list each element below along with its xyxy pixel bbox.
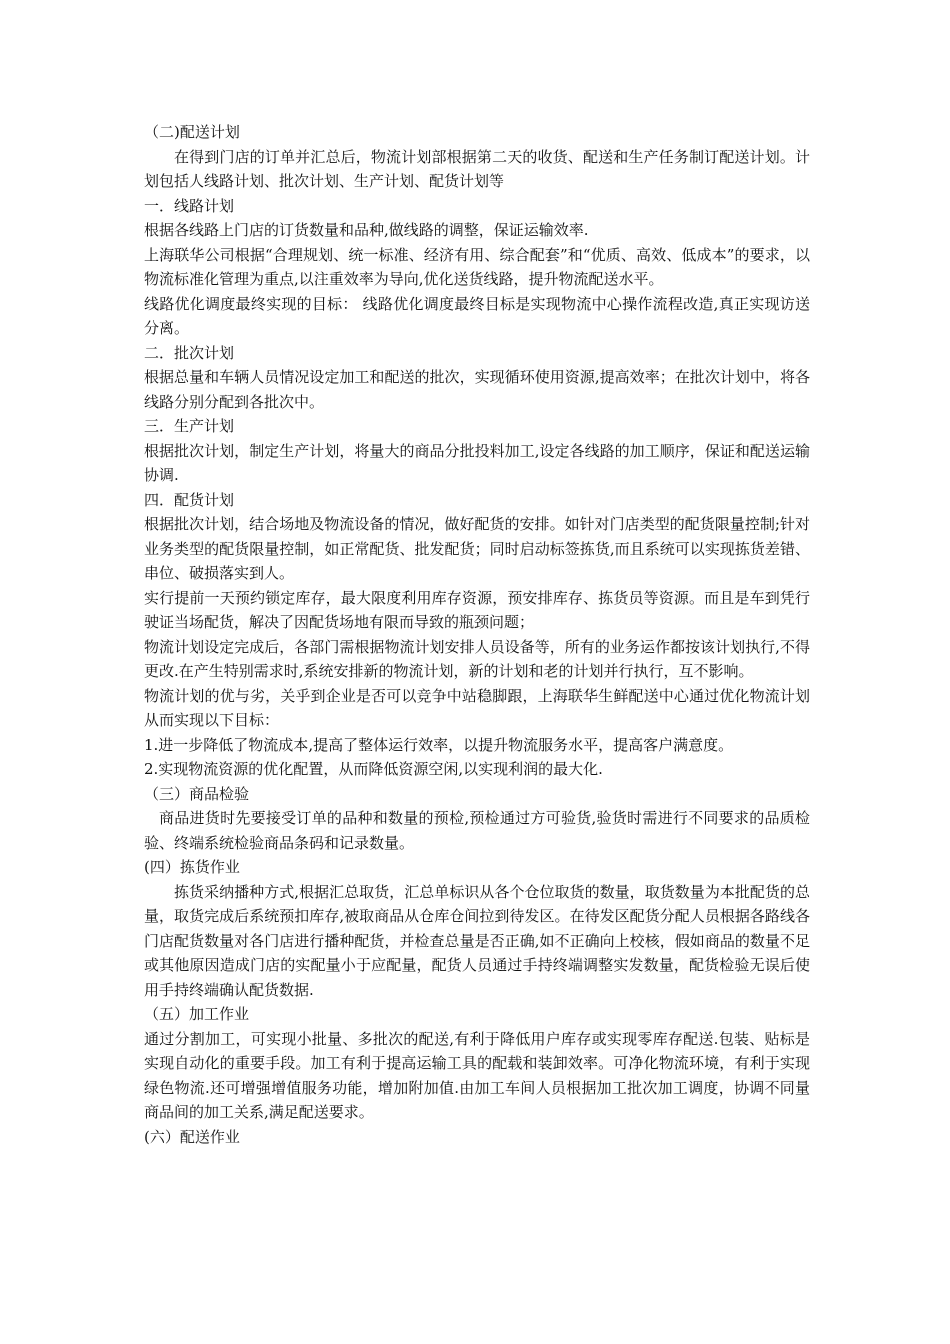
document-body [144, 120, 810, 1149]
paragraph: （三）商品检验 [144, 784, 250, 803]
paragraph: 物流计划的优与劣，关乎到企业是否可以竞争中站稳脚跟，上海联华生鲜配送中心通过优化物流计划从而实现以下目标： [144, 686, 810, 729]
paragraph: 1.进一步降低了物流成本,提高了整体运行效率，以提升物流服务水平，提高客户满意度。 [144, 735, 734, 754]
paragraph: 四．配货计划 [144, 490, 235, 509]
paragraph: 根据批次计划，制定生产计划，将量大的商品分批投料加工,设定各线路的加工顺序，保证和配送运输协调. [144, 441, 810, 484]
paragraph: 线路优化调度最终实现的目标： 线路优化调度最终目标是实现物流中心操作流程改造,真正实现访送分离。 [144, 294, 810, 337]
paragraph: 2.实现物流资源的优化配置，从而降低资源空闲,以实现利润的最大化. [144, 760, 603, 778]
paragraph: 拣货采纳播种方式,根据汇总取货，汇总单标识从各个仓位取货的数量，取货数量为本批配货的总量，取货完成后系统预扣库存,被取商品从仓库仓间拉到待发区。在待发区配货分配人员根据各路线各门店配货数量对各门店进行播种配货，并检查总量是否正确,如不正确向上校核，假如商品的数量不足或其他原因造成门店的实配量小于应配量，配货人员通过手持终端调整实发数量，配货检验无误后使用手持终端确认配货数据. [144, 882, 810, 999]
paragraph: 实行提前一天预约锁定库存，最大限度利用库存资源，预安排库存、拣货员等资源。而且是车到凭行驶证当场配货，解决了因配货场地有限而导致的瓶颈问题； [144, 588, 810, 631]
paragraph: 物流计划设定完成后，各部门需根据物流计划安排人员设备等，所有的业务运作都按该计划执行,不得更改.在产生特别需求时,系统安排新的物流计划，新的计划和老的计划并行执行，互不影响。 [144, 637, 810, 680]
paragraph: 根据总量和车辆人员情况设定加工和配送的批次，实现循环使用资源,提高效率；在批次计划中，将各线路分别分配到各批次中。 [144, 368, 810, 411]
paragraph: 一．线路计划 [144, 196, 235, 215]
paragraph: 商品进货时先要接受订单的品种和数量的预检,预检通过方可验货,验货时需进行不同要求的品质检验、终端系统检验商品条码和记录数量。 [144, 809, 810, 852]
paragraph: 通过分割加工，可实现小批量、多批次的配送,有利于降低用户库存或实现零库存配送.包装、贴标是实现自动化的重要手段。加工有利于提高运输工具的配载和装卸效率。可净化物流环境，有利于实现绿色物流.还可增强增值服务功能，增加附加值.由加工车间人员根据加工批次加工调度，协调不同量商品间的加工关系,满足配送要求。 [144, 1029, 810, 1121]
paragraph: （二)配送计划 [144, 123, 240, 141]
paragraph: (六）配送作业 [144, 1127, 240, 1146]
paragraph: (四）拣货作业 [144, 858, 240, 876]
paragraph: （五）加工作业 [144, 1005, 250, 1023]
paragraph: 根据批次计划，结合场地及物流设备的情况，做好配货的安排。如针对门店类型的配货限量控制;针对业务类型的配货限量控制，如正常配货、批发配货；同时启动标签拣货,而且系统可以实现拣货差错、串位、破损落实到人。 [144, 515, 810, 582]
paragraph: 上海联华公司根据“合理规划、统一标准、经济有用、综合配套”和“优质、高效、低成本”的要求，以物流标准化管理为重点,以注重效率为导向,优化送货线路，提升物流配送水平。 [144, 245, 810, 288]
paragraph: 在得到门店的订单并汇总后，物流计划部根据第二天的收货、配送和生产任务制订配送计划。计划包括人线路计划、批次计划、生产计划、配货计划等 [144, 147, 810, 190]
paragraph: 三．生产计划 [144, 417, 235, 435]
paragraph: 根据各线路上门店的订货数量和品种,做线路的调整，保证运输效率. [144, 221, 589, 239]
paragraph: 二．批次计划 [144, 343, 235, 362]
